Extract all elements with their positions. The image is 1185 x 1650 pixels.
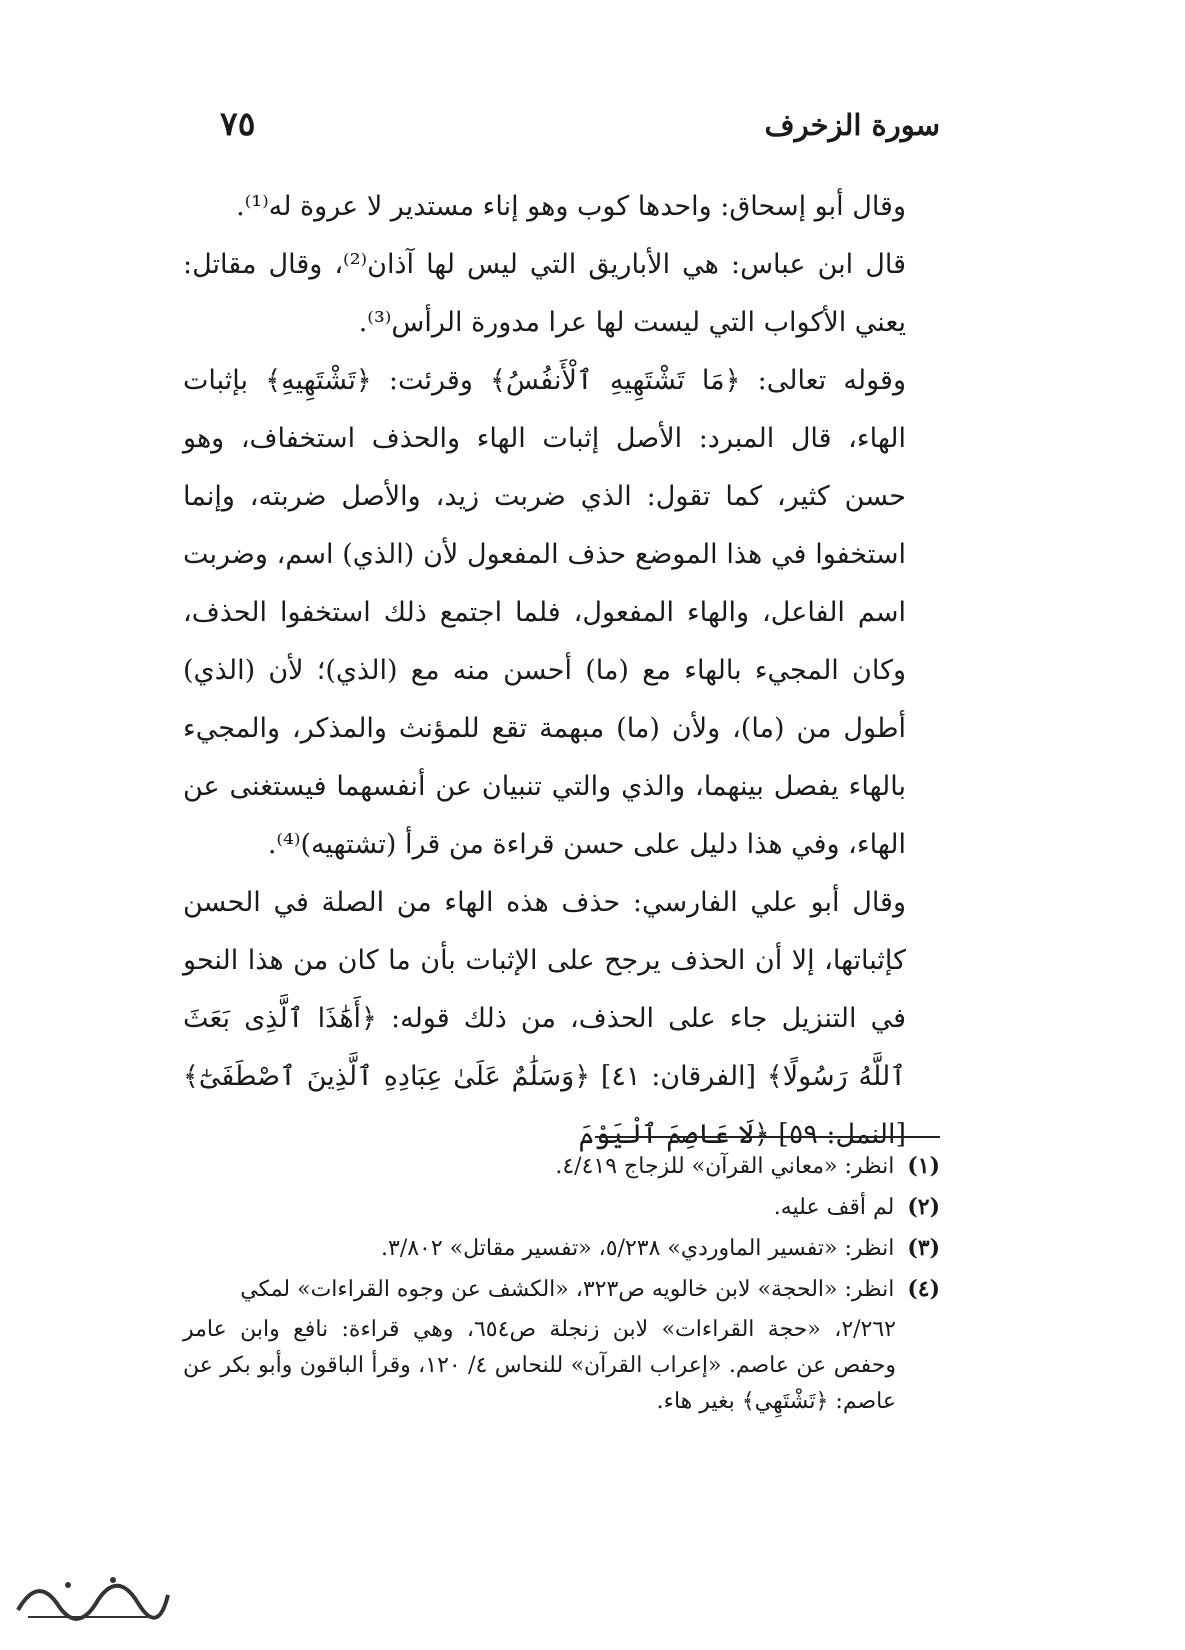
footnotes (183, 1148, 940, 1424)
main-text (183, 178, 940, 1164)
footnote-divider (595, 1136, 940, 1138)
footnote-text: انظر: «الحجة» لابن خالويه ص٣٢٣، «الكشف عن وجوه القراءات» لمكي (240, 1277, 895, 1302)
footnote-number: (١) (907, 1153, 940, 1179)
footnote-2 (183, 1189, 940, 1226)
footnote-text: انظر: «تفسير الماوردي» ٥/٢٣٨، «تفسير مقاتل» ٣/٨٠٢. (381, 1236, 895, 1261)
paragraph-1: وقال أبو إسحاق: واحدها كوب وهو إناء مستدير لا عروة له⁽¹⁾. (236, 191, 906, 222)
footnote-text: لم أقف عليه. (773, 1195, 895, 1220)
paragraph-4: وقال أبو علي الفارسي: حذف هذه الهاء من الصلة في الحسن كإثباتها، إلا أن الحذف يرجح على الإثبات بأن ما كان من هذا النحو في التنزيل جاء على الحذف، من ذلك قوله: ﴿أَهَٰذَا ٱلَّذِى بَعَثَ ٱللَّهُ رَسُولًا﴾ [الفرقان: ٤١] ﴿وَسَلَٰمٌ عَلَىٰ عِبَادِهِ ٱلَّذِينَ ٱصْطَفَىٰٓ﴾ [النمل: ٥٩] ﴿لَا عَاصِمَ ٱلْيَوْمَ (183, 887, 906, 1150)
footnote-4 (183, 1271, 940, 1308)
footnote-1 (183, 1148, 940, 1185)
publisher-logo-icon (8, 1555, 178, 1635)
paragraph-2: قال ابن عباس: هي الأباريق التي ليس لها آذان⁽²⁾، وقال مقاتل: يعني الأكواب التي ليست لها عرا مدورة الرأس⁽³⁾. (183, 249, 906, 338)
page-header (220, 104, 940, 152)
page-number: ٧٥ (220, 104, 256, 143)
footnote-text: انظر: «معاني القرآن» للزجاج ٤/٤١٩. (555, 1154, 895, 1179)
footnote-number: (٤) (907, 1276, 940, 1302)
footnote-number: (٣) (907, 1235, 940, 1261)
footnote-3 (183, 1230, 940, 1267)
footnote-4-continued: ٢/٢٦٢، «حجة القراءات» لابن زنجلة ص٦٥٤، وهي قراءة: نافع وابن عامر وحفص عن عاصم. «إعراب القرآن» للنحاس ٤/ ١٢٠، وقرأ الباقون وأبو بكر عن عاصم: ﴿تَشْتَهِي﴾ بغير هاء. (183, 1317, 896, 1414)
paragraph-3: وقوله تعالى: ﴿مَا تَشْتَهِيهِ ٱلْأَنفُسُ﴾ وقرئت: ﴿تَشْتَهِيهِ﴾ بإثبات الهاء، قال المبرد: الأصل إثبات الهاء والحذف استخفاف، وهو حسن كثير، كما تقول: الذي ضربت زيد، والأصل ضربته، وإنما استخفوا في هذا الموضع حذف المفعول لأن (الذي) اسم، وضربت اسم الفاعل، والهاء المفعول، فلما اجتمع ذلك استخفوا الحذف، وكان المجيء بالهاء مع (ما) أحسن منه مع (الذي)؛ لأن (الذي) أطول من (ما)، ولأن (ما) مبهمة تقع للمؤنث والمذكر، والمجيء بالهاء يفصل بينهما، والذي والتي تنبيان عن أنفسهما فيستغنى عن الهاء، وفي هذا دليل على حسن قراءة من قرأ (تشتهيه)⁽⁴⁾. (183, 365, 906, 860)
footnote-number: (٢) (907, 1194, 940, 1220)
surah-title: سورة الزخرف (764, 108, 940, 142)
